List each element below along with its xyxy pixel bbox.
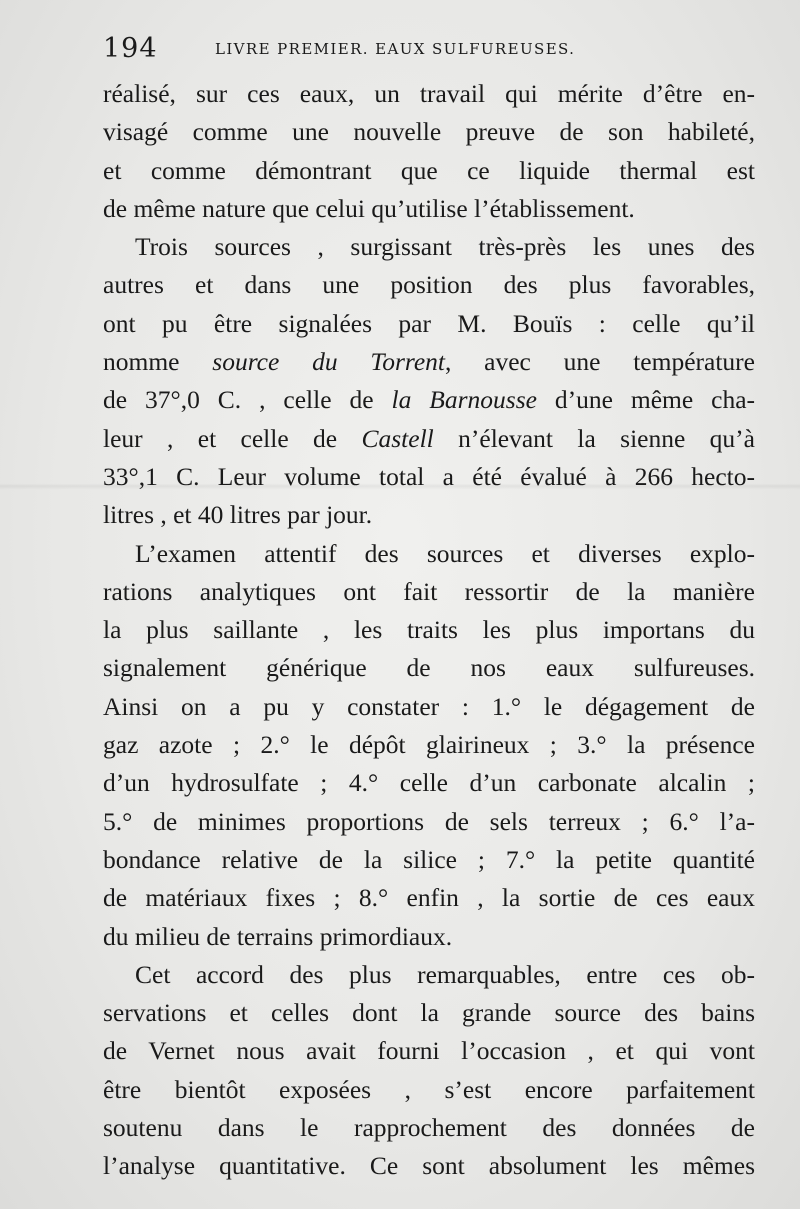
text-line: signalement générique de nos eaux sulfureuses.	[103, 653, 755, 683]
text-line: litres , et 40 litres par jour.	[103, 500, 373, 530]
text-line: la plus saillante , les traits les plus importans du	[103, 615, 755, 645]
text-line: du milieu de terrains primordiaux.	[103, 921, 453, 951]
text-line: rations analytiques ont fait ressortir de la manière	[103, 576, 755, 606]
text-line: L’examen attentif des sources et diverses explo-	[135, 538, 755, 568]
text-line: Cet accord des plus remarquables, entre ces ob-	[135, 959, 755, 989]
text-line: être bientôt exposées , s’est encore parfaitement	[103, 1074, 755, 1104]
text-run: nomme	[103, 347, 213, 377]
text-line: Ainsi on a pu y constater : 1.° le dégagement de	[103, 691, 755, 721]
text-line: de matériaux fixes ; 8.° enfin , la sortie de ces eaux	[103, 883, 755, 913]
text-line: réalisé, sur ces eaux, un travail qui mérite d’être en-	[103, 79, 755, 108]
running-head: LIVRE PREMIER. EAUX SULFUREUSES.	[215, 40, 576, 58]
italic-source-name: Castell	[361, 423, 434, 453]
text-line	[103, 420, 755, 458]
italic-source-name: source du Torrent	[212, 347, 445, 377]
body-text	[103, 75, 755, 1186]
text-line: ont pu être signalées par M. Bouïs : celle qu’il	[103, 308, 755, 338]
text-run: d’une même cha-	[536, 385, 755, 415]
text-line: soutenu dans le rapprochement des données de	[103, 1113, 755, 1143]
text-line: l’analyse quantitative. Ce sont absolument les mêmes	[103, 1151, 755, 1181]
text-line	[103, 343, 755, 381]
text-line: de Vernet nous avait fourni l’occasion , et qui vont	[103, 1036, 755, 1066]
text-line: 5.° de minimes proportions de sels terreux ; 6.° l’a-	[103, 806, 755, 836]
text-line: servations et celles dont la grande source des bains	[103, 998, 755, 1028]
text-line	[103, 381, 755, 419]
text-line: bondance relative de la silice ; 7.° la petite quantité	[103, 844, 755, 874]
text-line: 33°,1 C. Leur volume total a été évalué à 266 hecto-	[103, 461, 755, 491]
text-line: d’un hydrosulfate ; 4.° celle d’un carbonate alcalin ;	[103, 768, 755, 798]
text-run: de 37°,0 C. , celle de	[103, 385, 392, 415]
text-line: visagé comme une nouvelle preuve de son habileté,	[103, 117, 755, 147]
text-run: , avec une température	[445, 347, 755, 377]
text-run: n’élevant la sienne qu’à	[433, 423, 755, 453]
text-line: et comme démontrant que ce liquide thermal est	[103, 155, 755, 185]
text-line: autres et dans une position des plus favorables,	[103, 270, 755, 300]
page-header	[103, 33, 663, 69]
text-line: Trois sources , surgissant très-près les unes des	[135, 232, 755, 262]
page-number: 194	[103, 33, 158, 64]
text-run: leur , et celle de	[103, 423, 362, 453]
italic-source-name: la Barnousse	[391, 385, 537, 415]
text-line: de même nature que celui qu’utilise l’établissement.	[103, 193, 635, 223]
text-line: gaz azote ; 2.° le dépôt glairineux ; 3.° la présence	[103, 730, 755, 760]
